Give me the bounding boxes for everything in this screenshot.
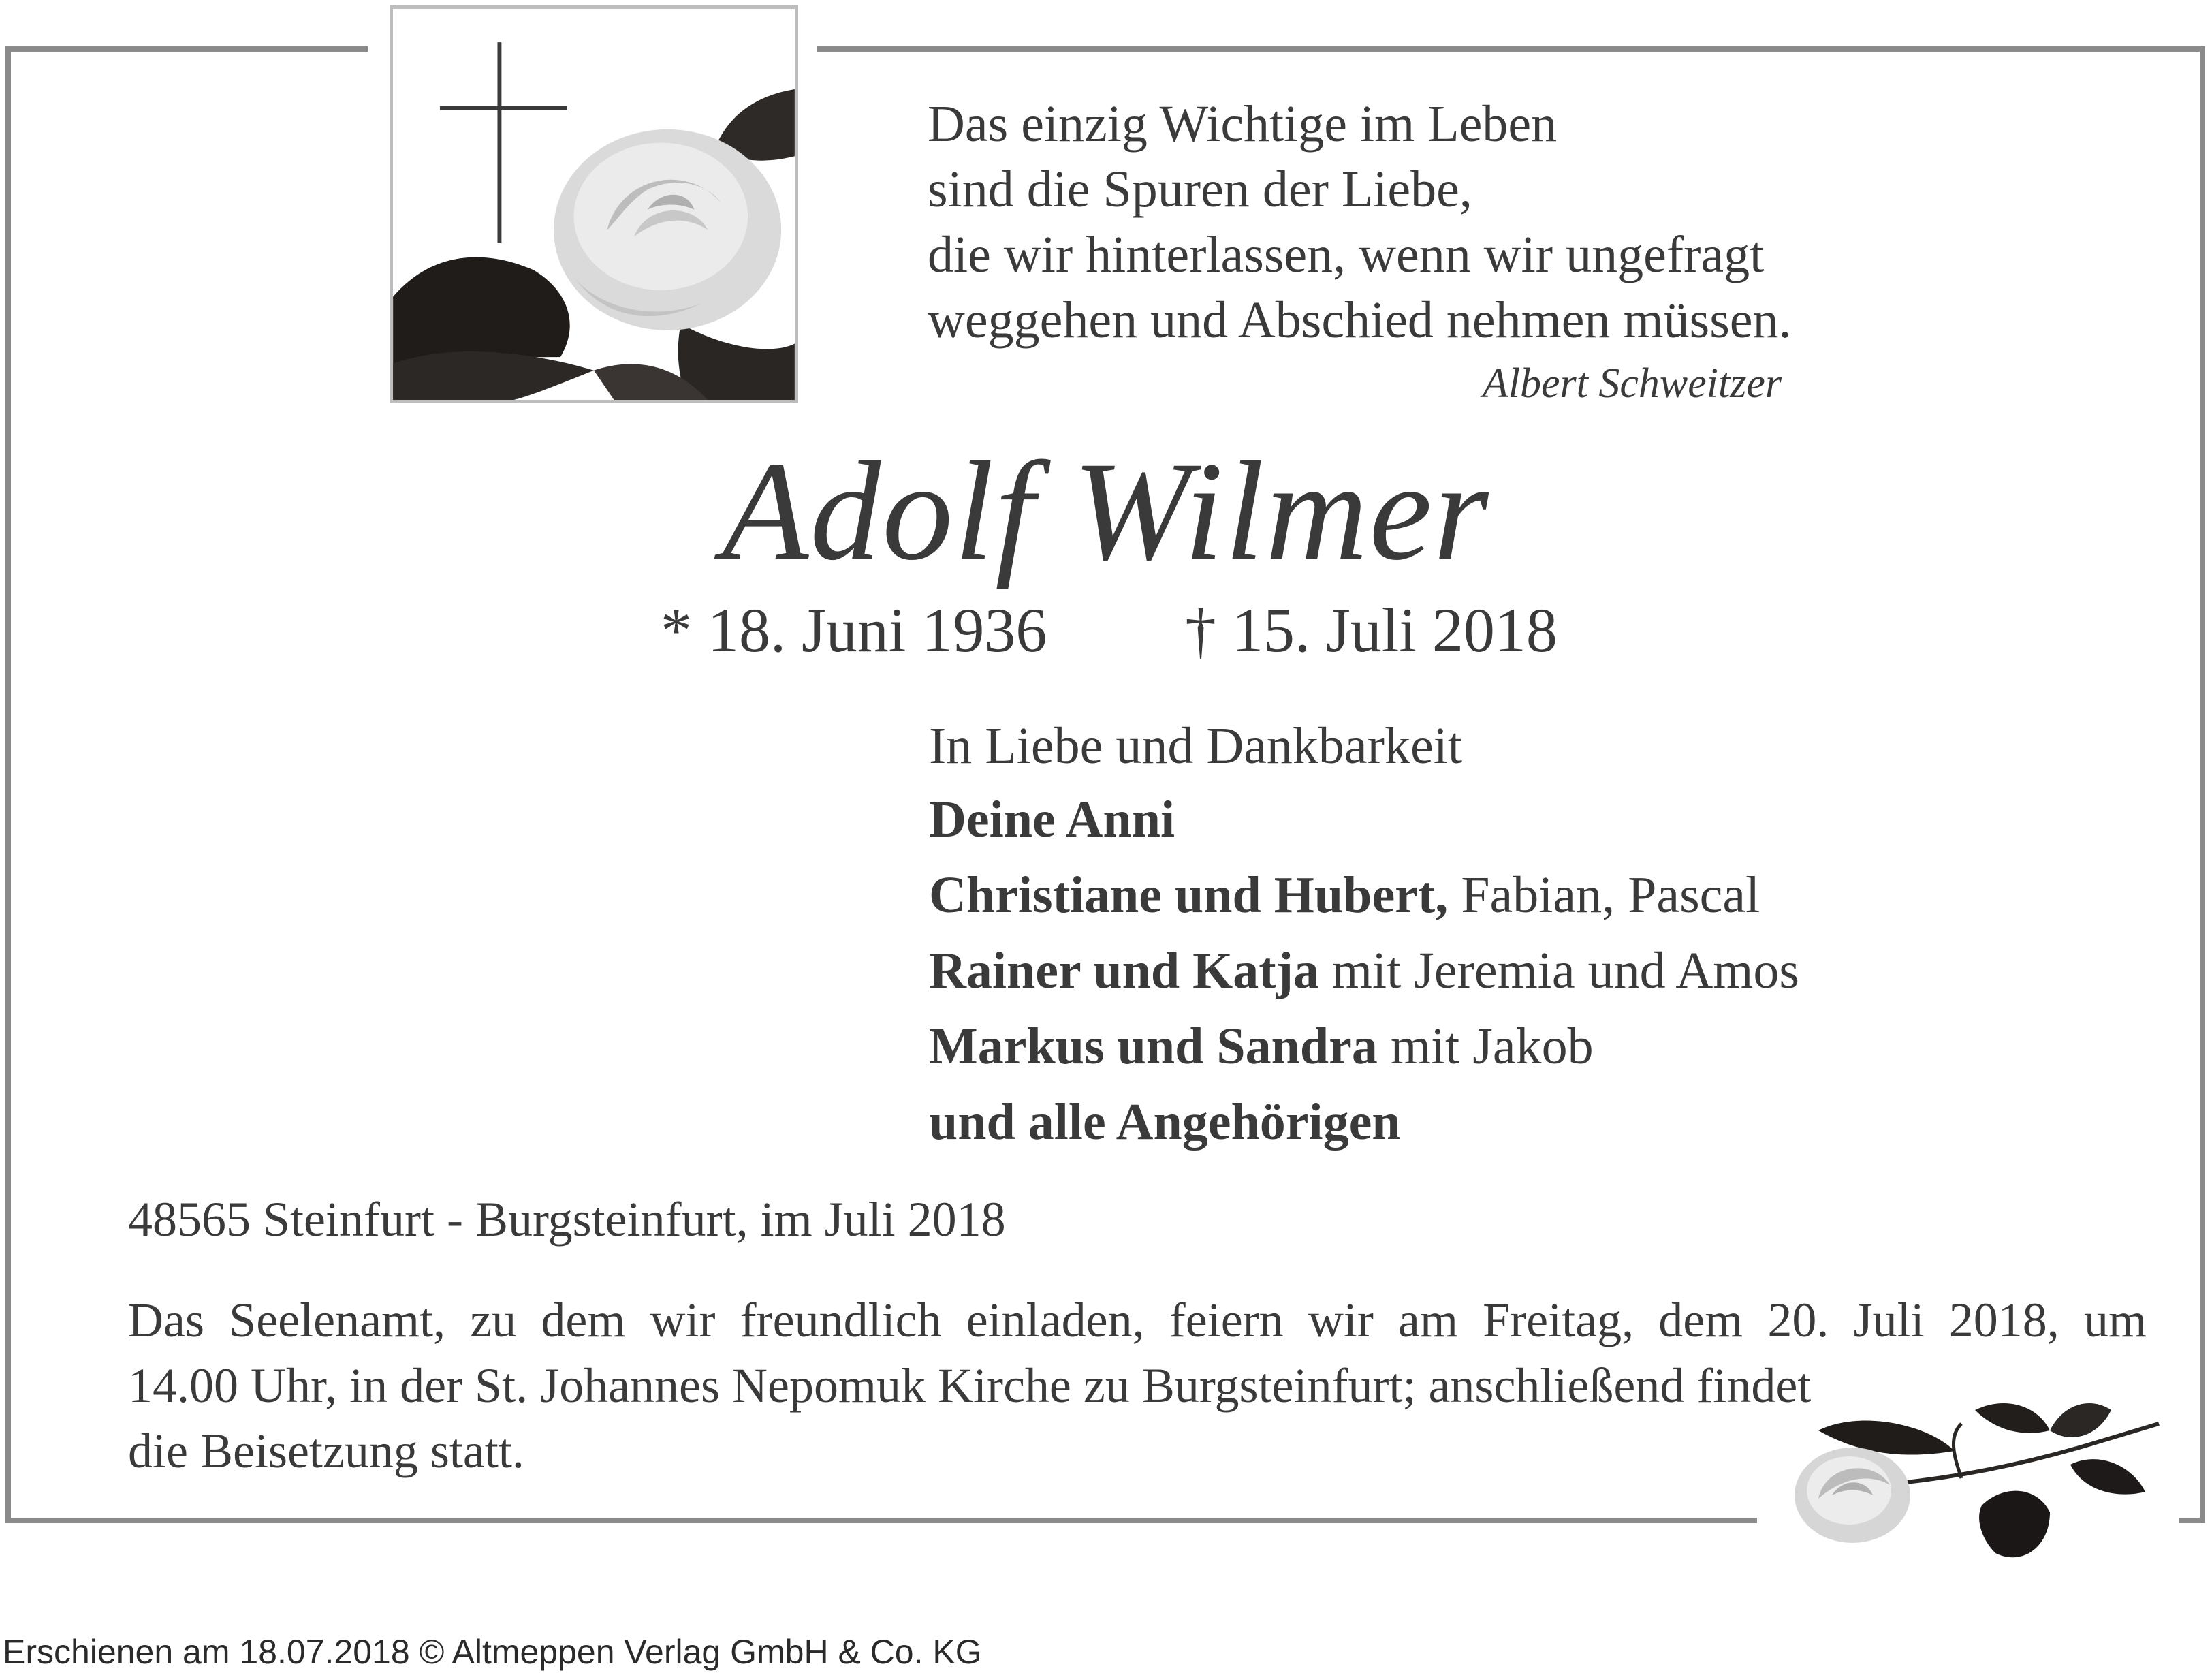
quote-line: weggehen und Abschied nehmen müssen. (928, 292, 1792, 349)
quote-author: Albert Schweitzer (1482, 360, 1782, 407)
death-date: † 15. Juli 2018 (1185, 595, 1558, 665)
cross-rose-image (393, 9, 795, 400)
service-line: die Beisetzung statt. (128, 1424, 524, 1478)
quote (928, 91, 1792, 353)
rose-decoration (1778, 1383, 2172, 1587)
mourner-line: Markus und Sandra mit Jakob (929, 1018, 1594, 1075)
footer-credit: Erschienen am 18.07.2018 © Altmeppen Verlag GmbH & Co. KG (3, 1633, 982, 1671)
cross-rose-photo (390, 5, 798, 403)
service-line: Das Seelenamt, zu dem wir freundlich einladen, feiern wir am Freitag, dem 20. Juli 2018, um (128, 1293, 2147, 1347)
mourner-line: und alle Angehörigen (929, 1093, 1401, 1151)
quote-line: Das einzig Wichtige im Leben (928, 95, 1558, 153)
quote-line: die wir hinterlassen, wenn wir ungefragt (928, 226, 1765, 283)
place-date: 48565 Steinfurt - Burgsteinfurt, im Juli 2018 (128, 1192, 1006, 1247)
mourner-line: Christiane und Hubert, Fabian, Pascal (929, 866, 1760, 924)
service-line: 14.00 Uhr, in der St. Johannes Nepomuk Kirche zu Burgsteinfurt; anschließend findet (128, 1358, 1812, 1413)
rose-image (1778, 1383, 2172, 1587)
birth-date: * 18. Juni 1936 (661, 595, 1047, 665)
quote-line: sind die Spuren der Liebe, (928, 161, 1472, 218)
mourner-line: Deine Anni (929, 791, 1175, 848)
mourner-line: Rainer und Katja mit Jeremia und Amos (929, 942, 1799, 999)
mourners-intro: In Liebe und Dankbarkeit (929, 717, 1462, 775)
mourners-list (929, 708, 1799, 1160)
deceased-name: Adolf Wilmer (722, 433, 1490, 589)
